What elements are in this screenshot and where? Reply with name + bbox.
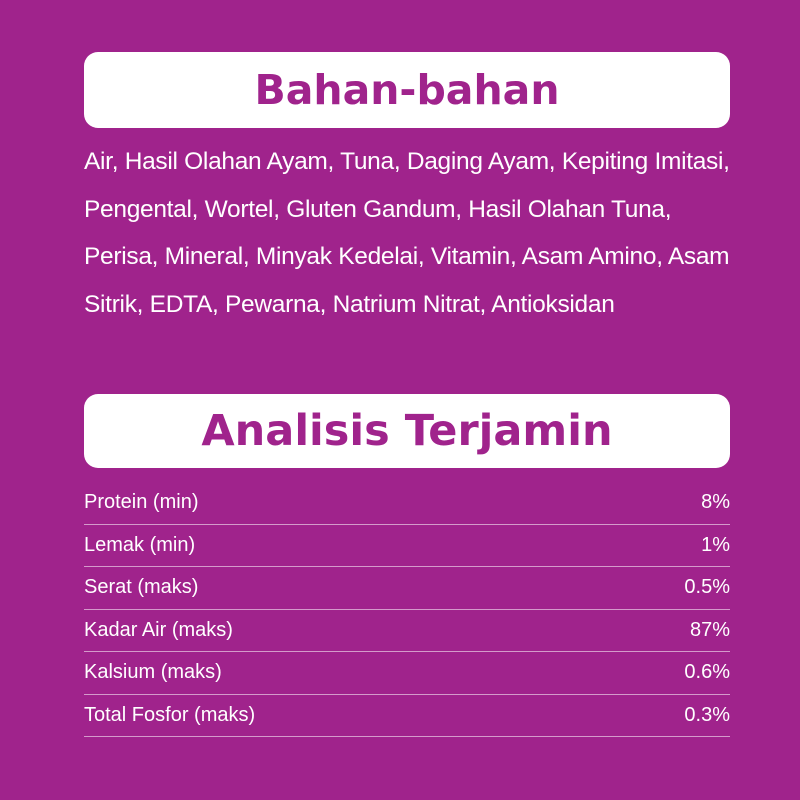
nutrient-label: Total Fosfor (maks) bbox=[84, 703, 256, 726]
table-row bbox=[84, 652, 730, 695]
nutrient-value: 8% bbox=[701, 491, 730, 514]
ingredients-heading-banner bbox=[84, 52, 730, 128]
ingredients-list-text: Air, Hasil Olahan Ayam, Tuna, Daging Ayam, Kepiting Imitasi, Pengental, Wortel, Gluten Gandum, Hasil Olahan Tuna, Perisa, Mineral, Minyak Kedelai, Vitamin, Asam Amino, Asam Sitrik, EDTA, Pewarna, Natrium Nitrat, Antioksidan bbox=[84, 148, 730, 318]
nutrient-value: 0.3% bbox=[684, 703, 730, 726]
analysis-heading-banner bbox=[84, 394, 730, 468]
table-row bbox=[84, 525, 730, 568]
analysis-table bbox=[84, 482, 730, 737]
nutrient-value: 1% bbox=[701, 533, 730, 556]
nutrient-value: 87% bbox=[689, 618, 730, 641]
nutrient-label: Kadar Air (maks) bbox=[84, 618, 233, 641]
ingredients-heading: Bahan-bahan bbox=[254, 66, 560, 114]
table-row bbox=[84, 610, 730, 653]
table-row bbox=[84, 482, 730, 525]
nutrient-value: 0.6% bbox=[684, 661, 730, 684]
analysis-heading: Analisis Terjamin bbox=[201, 406, 613, 456]
nutrient-label: Serat (maks) bbox=[84, 576, 199, 599]
table-row bbox=[84, 567, 730, 610]
nutrient-value: 0.5% bbox=[684, 576, 730, 599]
table-row bbox=[84, 695, 730, 738]
nutrient-label: Kalsium (maks) bbox=[84, 661, 222, 684]
nutrient-label: Lemak (min) bbox=[84, 533, 196, 556]
nutrient-label: Protein (min) bbox=[84, 491, 199, 514]
